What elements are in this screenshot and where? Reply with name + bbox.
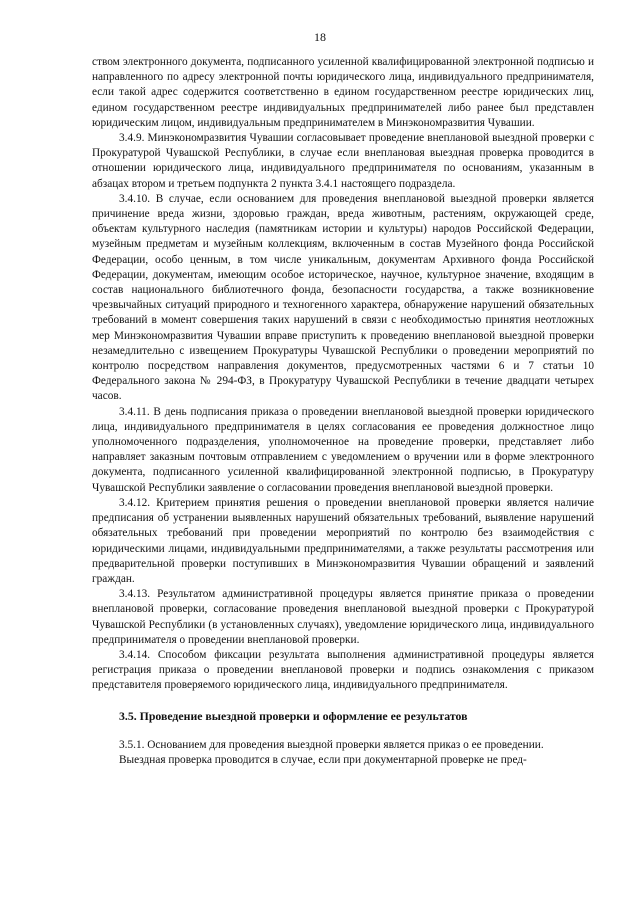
paragraph-3-4-9: 3.4.9. Минэкономразвития Чувашии согласовывает проведение внеплановой выездной проверки с Прокуратурой Чувашской Республики, в случае если внеплановая выездная проверка проводится в отношении юридического лица, индивидуального предпринимателя по основаниям, указанным в абзацах втором и третьем подпункта 2 пункта 3.4.1 настоящего подраздела. — [92, 132, 594, 190]
paragraph-3-4-13: 3.4.13. Результатом административной процедуры является принятие приказа о проведении внеплановой проверки, согласование проведения внеплановой выездной проверки с Прокуратурой Чувашской Республики (в установленных случаях), уведомление юридического лица, индивидуального предпринимателя о проведении внеплановой проверки. — [92, 588, 594, 646]
paragraph-field-inspection: Выездная проверка проводится в случае, если при документарной проверке не пред- — [119, 753, 527, 766]
page-number: 18 — [314, 30, 326, 44]
paragraph-3-4-10: 3.4.10. В случае, если основанием для проведения внеплановой выездной проверки является причинение вреда жизни, здоровью граждан, вреда животным, растениям, окружающей среде, объектам культурного наследия (памятникам истории и культуры) народов Российской Федерации, музейным предметам и музейным коллекциям, включенным в состав Музейного фонда Российской Федерации, особо ценным, в том числе уникальным, документам Архивного фонда Российской Федерации, документам, имеющим особое историческое, научное, культурное значение, входящим в состав национального библиотечного фонда, безопасности государства, а также возникновение чрезвычайных ситуаций природного и техногенного характера, обнаружение нарушений обязательных требований в момент совершения таких нарушений в связи с необходимостью принятия неотложных мер Минэкономразвития Чувашии вправе приступить к проведению внеплановой выездной проверки незамедлительно с извещением Прокуратуры Чувашской Республики о проведении мероприятий по контролю посредством направления документов, предусмотренных частями 6 и 7 статьи 10 Федерального закона № 294-ФЗ, в Прокуратуру Чувашской Республики в течение двадцати четырех часов. — [92, 192, 594, 403]
paragraph-3-5-1: 3.5.1. Основанием для проведения выездной проверки является приказ о ее проведении. — [119, 738, 544, 751]
section-heading-3-5: 3.5. Проведение выездной проверки и оформление ее результатов — [119, 708, 468, 723]
paragraph-3-4-11: 3.4.11. В день подписания приказа о проведении внеплановой выездной проверки юридического лица, индивидуального предпринимателя в целях согласования ее проведения должностное лицо уполномоченного подразделения, уполномоченное на проведение проверки, представляет либо направляет заказным почтовым отправлением с уведомлением о вручении или в форме электронного документа, подписанного усиленной квалифицированной электронной подписью, в Прокуратуру Чувашской Республики заявление о согласовании проведения внеплановой выездной проверки. — [92, 405, 594, 494]
document-body — [92, 55, 594, 768]
paragraph-3-4-12: 3.4.12. Критерием принятия решения о проведении внеплановой проверки является наличие предписания об устранении выявленных нарушений обязательных требований, выявление нарушений обязательных требований при проведении мероприятий по контролю без взаимодействия с юридическими лицами, индивидуальными предпринимателями, а также результаты рассмотрения или предварительной проверки поступивших в Минэкономразвития Чувашии обращений и заявлений граждан. — [92, 496, 594, 585]
paragraph-3-4-14: 3.4.14. Способом фиксации результата выполнения административной процедуры является регистрация приказа о проведении внеплановой проверки и подпись ознакомления с приказом представителя проверяемого юридического лица, индивидуального предпринимателя. — [92, 648, 594, 692]
paragraph-continuation: ством электронного документа, подписанного усиленной квалифицированной электронной подписью и направленного по адресу электронной почты юридического лица, индивидуального предпринимателя, если такой адрес содержится соответственно в едином государственном реестре юридических лиц, едином государственном реестре индивидуальных предпринимателей либо ранее был представлен юридическим лицом, индивидуальным предпринимателем в Минэкономразвития Чувашии. — [92, 56, 594, 129]
